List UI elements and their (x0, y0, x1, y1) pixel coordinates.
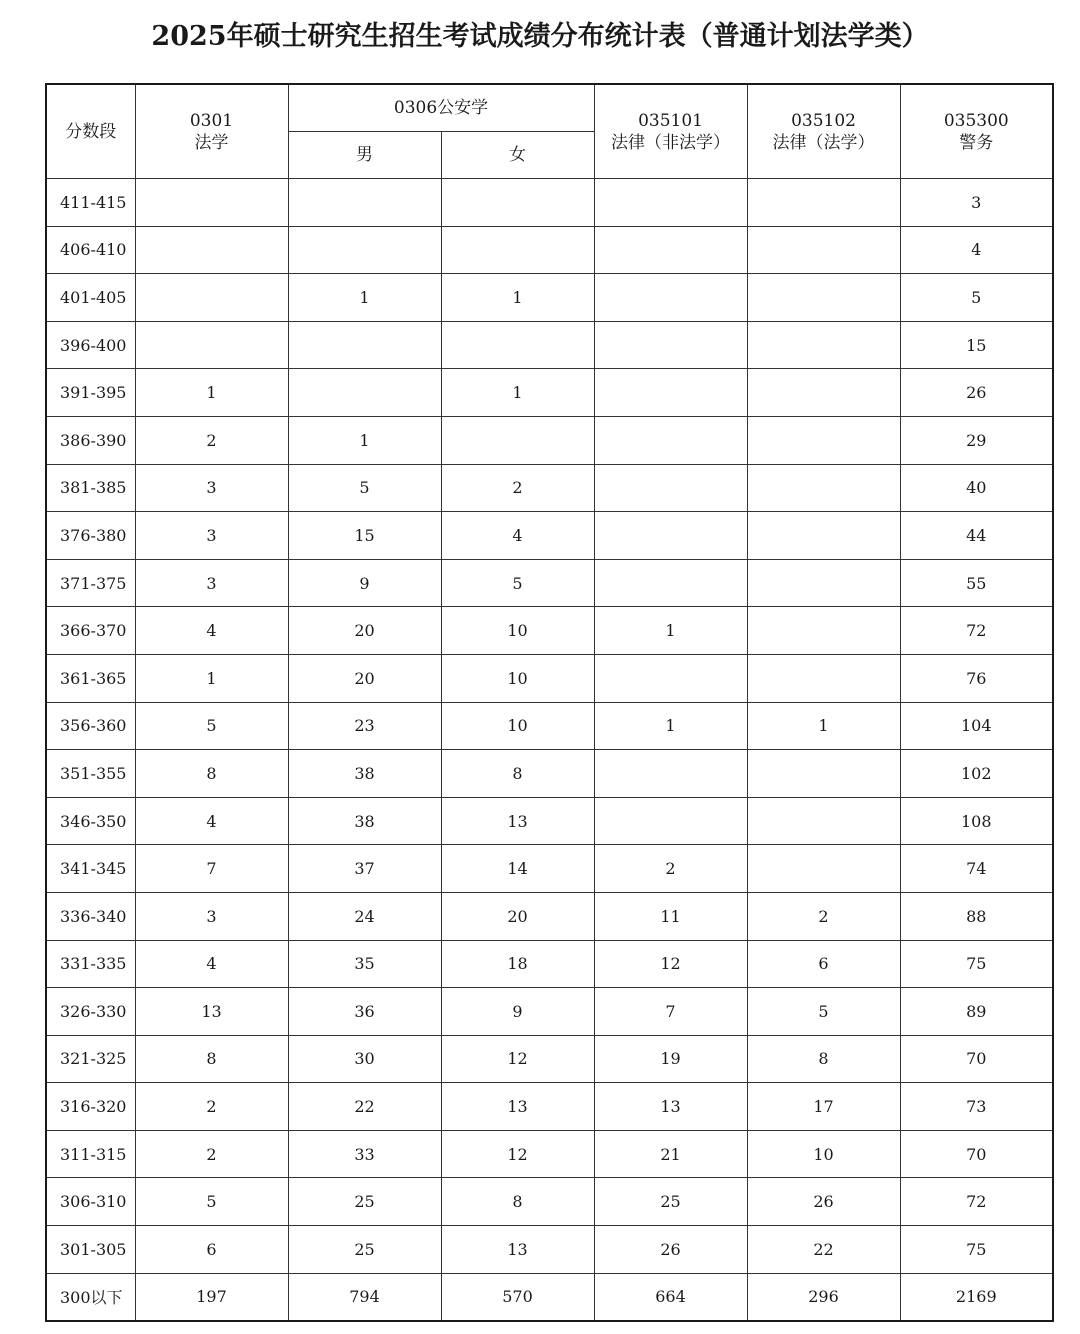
cell-035102 (747, 226, 900, 274)
cell-035102: 10 (747, 1130, 900, 1178)
cell-0301: 2 (135, 1083, 288, 1131)
score-range-cell: 376-380 (46, 512, 135, 560)
cell-0306-male (288, 179, 441, 227)
score-range-cell: 401-405 (46, 274, 135, 322)
header-035102-name: 法律（法学） (772, 132, 875, 153)
cell-0301 (135, 226, 288, 274)
table-row (46, 988, 1053, 1036)
cell-035300: 73 (900, 1083, 1053, 1131)
cell-0306-male: 9 (288, 559, 441, 607)
cell-0301: 4 (135, 607, 288, 655)
score-range-cell: 396-400 (46, 321, 135, 369)
cell-0306-male: 30 (288, 1035, 441, 1083)
table-row (46, 654, 1053, 702)
cell-035300: 108 (900, 797, 1053, 845)
cell-035300: 70 (900, 1130, 1053, 1178)
score-range-cell: 351-355 (46, 750, 135, 798)
header-035300-name: 警务 (959, 132, 994, 153)
cell-0301: 4 (135, 940, 288, 988)
cell-0301: 5 (135, 702, 288, 750)
cell-035102: 5 (747, 988, 900, 1036)
header-035101-code: 035101 (638, 110, 703, 131)
cell-035102: 22 (747, 1226, 900, 1274)
score-range-cell: 361-365 (46, 654, 135, 702)
cell-0306-female (441, 226, 594, 274)
cell-0306-female: 10 (441, 654, 594, 702)
score-range-cell: 300以下 (46, 1273, 135, 1321)
cell-0306-male: 20 (288, 654, 441, 702)
cell-0306-female (441, 416, 594, 464)
cell-0306-female (441, 321, 594, 369)
cell-035101: 1 (594, 702, 747, 750)
table-row (46, 1035, 1053, 1083)
table-body (46, 179, 1053, 1322)
cell-0306-female: 2 (441, 464, 594, 512)
cell-035101 (594, 654, 747, 702)
cell-035101: 11 (594, 892, 747, 940)
header-0301-code: 0301 (189, 110, 234, 131)
score-range-cell: 386-390 (46, 416, 135, 464)
cell-035101: 12 (594, 940, 747, 988)
score-range-cell: 326-330 (46, 988, 135, 1036)
cell-0306-male: 33 (288, 1130, 441, 1178)
table-row (46, 274, 1053, 322)
header-035101 (594, 84, 747, 179)
table-row (46, 559, 1053, 607)
cell-035101: 2 (594, 845, 747, 893)
table-row (46, 940, 1053, 988)
score-range-cell: 336-340 (46, 892, 135, 940)
cell-035102 (747, 321, 900, 369)
cell-035102 (747, 654, 900, 702)
score-range-cell: 366-370 (46, 607, 135, 655)
cell-035300: 26 (900, 369, 1053, 417)
cell-035300: 15 (900, 321, 1053, 369)
cell-0301: 6 (135, 1226, 288, 1274)
score-range-cell: 356-360 (46, 702, 135, 750)
cell-0306-female: 13 (441, 797, 594, 845)
table-row (46, 845, 1053, 893)
cell-0301: 2 (135, 1130, 288, 1178)
cell-035102 (747, 369, 900, 417)
cell-035101 (594, 416, 747, 464)
cell-035300: 76 (900, 654, 1053, 702)
score-distribution-table (45, 83, 1054, 1322)
header-035101-name: 法律（非法学） (611, 132, 731, 153)
cell-035101 (594, 321, 747, 369)
cell-0306-female: 1 (441, 274, 594, 322)
cell-035300: 44 (900, 512, 1053, 560)
score-range-cell: 321-325 (46, 1035, 135, 1083)
cell-0306-male: 794 (288, 1273, 441, 1321)
score-range-cell: 311-315 (46, 1130, 135, 1178)
cell-0306-male (288, 369, 441, 417)
page-title: 2025年硕士研究生招生考试成绩分布统计表（普通计划法学类） (151, 21, 929, 52)
cell-0306-male: 24 (288, 892, 441, 940)
cell-0306-male: 23 (288, 702, 441, 750)
cell-035300: 74 (900, 845, 1053, 893)
cell-035300: 40 (900, 464, 1053, 512)
cell-0306-male: 1 (288, 416, 441, 464)
cell-035102: 26 (747, 1178, 900, 1226)
cell-035101 (594, 559, 747, 607)
cell-035102 (747, 416, 900, 464)
cell-0301: 8 (135, 1035, 288, 1083)
cell-0306-female: 13 (441, 1083, 594, 1131)
cell-035102 (747, 512, 900, 560)
table-row (46, 607, 1053, 655)
cell-035102 (747, 464, 900, 512)
cell-0306-female: 12 (441, 1130, 594, 1178)
cell-035102 (747, 179, 900, 227)
cell-035300: 70 (900, 1035, 1053, 1083)
cell-035300: 4 (900, 226, 1053, 274)
cell-035102: 8 (747, 1035, 900, 1083)
cell-0301: 1 (135, 654, 288, 702)
cell-0306-male: 15 (288, 512, 441, 560)
cell-035102: 296 (747, 1273, 900, 1321)
table-row (46, 369, 1053, 417)
cell-0306-male: 36 (288, 988, 441, 1036)
cell-035300: 2169 (900, 1273, 1053, 1321)
cell-035101: 19 (594, 1035, 747, 1083)
table-row (46, 797, 1053, 845)
table-row (46, 179, 1053, 227)
cell-0301 (135, 274, 288, 322)
cell-035101 (594, 512, 747, 560)
cell-0306-male: 1 (288, 274, 441, 322)
cell-0306-female: 20 (441, 892, 594, 940)
score-range-cell: 411-415 (46, 179, 135, 227)
cell-0301 (135, 321, 288, 369)
cell-035102 (747, 797, 900, 845)
header-035300 (900, 84, 1053, 179)
cell-0306-male (288, 226, 441, 274)
cell-035102: 6 (747, 940, 900, 988)
cell-035101: 25 (594, 1178, 747, 1226)
table-row (46, 892, 1053, 940)
cell-0306-male: 25 (288, 1178, 441, 1226)
cell-0306-female: 9 (441, 988, 594, 1036)
cell-0301: 8 (135, 750, 288, 798)
cell-035300: 88 (900, 892, 1053, 940)
table-row (46, 464, 1053, 512)
table-row (46, 1226, 1053, 1274)
table-row (46, 1083, 1053, 1131)
cell-035101: 26 (594, 1226, 747, 1274)
cell-035102 (747, 750, 900, 798)
table-row (46, 321, 1053, 369)
cell-0301: 3 (135, 512, 288, 560)
cell-035300: 75 (900, 1226, 1053, 1274)
table-row (46, 1273, 1053, 1321)
cell-035101 (594, 750, 747, 798)
cell-035101 (594, 369, 747, 417)
score-range-cell: 381-385 (46, 464, 135, 512)
cell-035101 (594, 274, 747, 322)
cell-0301: 13 (135, 988, 288, 1036)
cell-0306-female: 18 (441, 940, 594, 988)
cell-0301: 197 (135, 1273, 288, 1321)
cell-0306-female: 1 (441, 369, 594, 417)
cell-0301: 1 (135, 369, 288, 417)
cell-035101: 21 (594, 1130, 747, 1178)
cell-0306-female: 570 (441, 1273, 594, 1321)
cell-0306-female (441, 179, 594, 227)
table-row (46, 1178, 1053, 1226)
score-range-cell: 331-335 (46, 940, 135, 988)
header-035300-code: 035300 (943, 110, 1009, 131)
cell-035300: 89 (900, 988, 1053, 1036)
cell-035101: 664 (594, 1273, 747, 1321)
cell-035102: 2 (747, 892, 900, 940)
cell-0306-female: 4 (441, 512, 594, 560)
cell-0301: 7 (135, 845, 288, 893)
cell-0301: 3 (135, 559, 288, 607)
cell-035101 (594, 464, 747, 512)
header-0306-female: 女 (441, 132, 594, 179)
header-score-range: 分数段 (46, 84, 135, 179)
score-range-cell: 301-305 (46, 1226, 135, 1274)
cell-035102 (747, 274, 900, 322)
table-row (46, 416, 1053, 464)
cell-035101: 1 (594, 607, 747, 655)
cell-035300: 3 (900, 179, 1053, 227)
cell-0306-female: 12 (441, 1035, 594, 1083)
cell-035102 (747, 845, 900, 893)
score-range-cell: 371-375 (46, 559, 135, 607)
table-row (46, 226, 1053, 274)
cell-0306-male: 38 (288, 750, 441, 798)
cell-0306-female: 8 (441, 1178, 594, 1226)
cell-035300: 55 (900, 559, 1053, 607)
cell-0306-male: 37 (288, 845, 441, 893)
cell-0306-female: 14 (441, 845, 594, 893)
table-row (46, 702, 1053, 750)
cell-035300: 5 (900, 274, 1053, 322)
cell-0306-male (288, 321, 441, 369)
table-row (46, 1130, 1053, 1178)
cell-0301 (135, 179, 288, 227)
header-0301 (135, 84, 288, 179)
table-row (46, 750, 1053, 798)
header-035102 (747, 84, 900, 179)
cell-035102 (747, 607, 900, 655)
cell-0306-female: 10 (441, 702, 594, 750)
cell-0306-female: 10 (441, 607, 594, 655)
score-range-cell: 391-395 (46, 369, 135, 417)
score-range-cell: 341-345 (46, 845, 135, 893)
header-0306: 0306公安学 (288, 84, 594, 132)
cell-035300: 72 (900, 1178, 1053, 1226)
cell-035300: 75 (900, 940, 1053, 988)
cell-0306-male: 20 (288, 607, 441, 655)
cell-0306-female: 5 (441, 559, 594, 607)
score-range-cell: 346-350 (46, 797, 135, 845)
cell-0306-female: 8 (441, 750, 594, 798)
cell-0301: 4 (135, 797, 288, 845)
table-row (46, 512, 1053, 560)
cell-0301: 5 (135, 1178, 288, 1226)
cell-035300: 104 (900, 702, 1053, 750)
score-range-cell: 306-310 (46, 1178, 135, 1226)
cell-035300: 29 (900, 416, 1053, 464)
header-0301-name: 法学 (194, 132, 229, 153)
cell-0301: 3 (135, 892, 288, 940)
cell-0306-male: 5 (288, 464, 441, 512)
cell-035101 (594, 226, 747, 274)
header-035102-code: 035102 (791, 110, 856, 131)
header-0306-male: 男 (288, 132, 441, 179)
cell-035102: 17 (747, 1083, 900, 1131)
cell-035300: 72 (900, 607, 1053, 655)
cell-0301: 3 (135, 464, 288, 512)
cell-0306-male: 38 (288, 797, 441, 845)
cell-035102 (747, 559, 900, 607)
cell-035101: 7 (594, 988, 747, 1036)
cell-035101: 13 (594, 1083, 747, 1131)
cell-0306-male: 35 (288, 940, 441, 988)
header-row-top (46, 84, 1053, 132)
score-range-cell: 406-410 (46, 226, 135, 274)
cell-0306-male: 25 (288, 1226, 441, 1274)
cell-0306-male: 22 (288, 1083, 441, 1131)
cell-035101 (594, 179, 747, 227)
score-range-cell: 316-320 (46, 1083, 135, 1131)
cell-035101 (594, 797, 747, 845)
cell-035300: 102 (900, 750, 1053, 798)
cell-0301: 2 (135, 416, 288, 464)
cell-0306-female: 13 (441, 1226, 594, 1274)
cell-035102: 1 (747, 702, 900, 750)
